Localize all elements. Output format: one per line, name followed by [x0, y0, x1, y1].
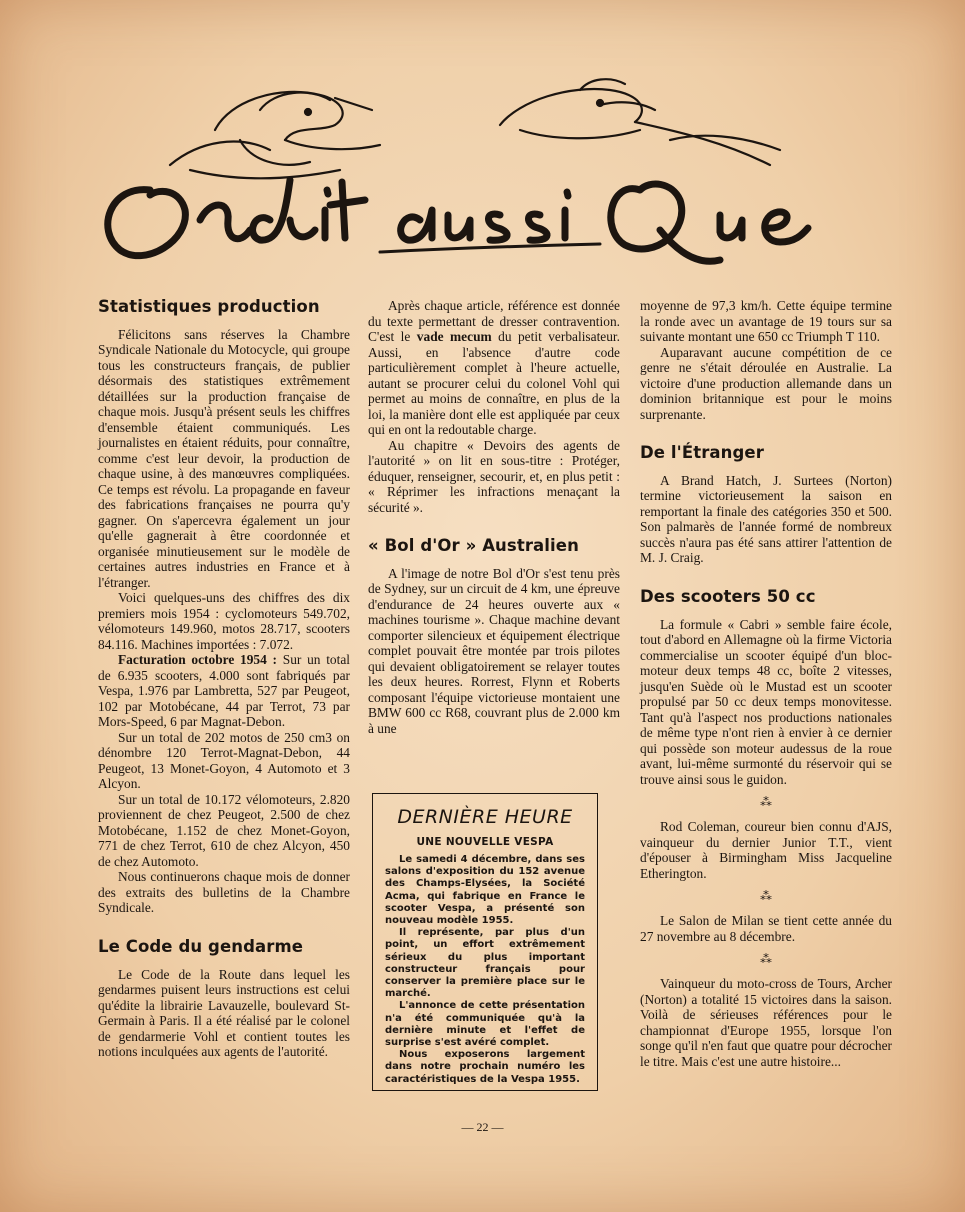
heading-bol-dor-australien: « Bol d'Or » Australien: [368, 536, 579, 555]
section-separator-stars: ⁂: [760, 795, 772, 810]
paragraph: Le Code de la Route dans lequel les gendarmes puisent leurs instructions est celui qu'édite la librairie Lavauzelle, boulevard St-Germain à Paris. Il a été réalisé par le colonel de gendarmerie Vohl et contient toutes les notions inculquées aux agents de l'autorité.: [98, 966, 350, 1060]
title-underline: [380, 244, 600, 252]
bold-term: vade mecum: [416, 329, 492, 344]
paragraph: [98, 652, 350, 730]
section-separator-stars: ⁂: [760, 889, 772, 904]
paragraph: Vainqueur du moto-cross de Tours, Archer (Norton) a totalité 15 victoires dans la saison. Voilà de sérieuses références pour le championnat d'Europe 1955, lorsque l'on songe qu'il n'en faut que quatre pour décrocher le titre. Mais c'est une autre histoire...: [640, 976, 892, 1069]
heading-des-scooters-50cc: Des scooters 50 cc: [640, 586, 816, 606]
paragraph: Félicitons sans réserves la Chambre Syndicale Nationale du Motocycle, qui groupe tous les constructeurs français, de publier désormais des statistiques extrêmement détaillées sur la production française de chaque mois. Jusqu'à présent seuls les chiffres d'ensemble étaient communiqués. Les journalistes en étaient réduits, pour connaître, comme c'est leur devoir, la production de chaque usine, à des manœuvres compliquées. Ce temps est révolu. La propagande en faveur des fabrications françaises ne pourra qu'y gagner. On s'apercevra également un jour qu'elle gagnerait à être coordonnée et organisée minutieusement sur le modèle de certaines autres industries en France et à l'étranger.: [98, 326, 350, 590]
paragraph: Rod Coleman, coureur bien connu d'AJS, vainqueur du dernier Junior T.T., vient d'épouser à Birmingham Miss Jacqueline Etherington.: [640, 819, 892, 881]
paragraph: Le Salon de Milan se tient cette année du 27 novembre au 8 décembre.: [640, 913, 892, 944]
paragraph: moyenne de 97,3 km/h. Cette équipe termine la ronde avec un avantage de 19 tours sur sa suivante montant une 650 cc Triumph T 110.: [640, 298, 892, 344]
heading-code-du-gendarme: Le Code du gendarme: [98, 936, 304, 956]
box-paragraph: L'annonce de cette présentation n'a été communiquée qu'à la dernière minute et l'effet de surprise s'est avéré complet.: [385, 1000, 585, 1049]
page-number: — 22 —: [461, 1120, 504, 1134]
box-paragraph: Il représente, par plus d'un point, un effort extrêmement sérieux du plus important constructeur français pour conserver la première place sur le marché.: [385, 927, 585, 1000]
heading-de-letranger: De l'Étranger: [640, 443, 764, 462]
box-title: DERNIÈRE HEURE: [397, 806, 573, 828]
paragraph: La formule « Cabri » semble faire école, tout d'abord en Allemagne où la firme Victoria commercialise un scooter équipé d'un bloc-moteur deux temps 48 cc, boîte 2 vitesses, jusqu'en Suède où le Mustad est un scooter propulsé par 50 cc deux temps monovitesse. Tant qu'à l'aspect nos productions nationales de même type n'ont rien à envier à ce dernier qui possède son moteur audessus de la roue avant, lui-même surmonté du réservoir qui se trouve ainsi sous le guidon.: [640, 616, 892, 787]
bold-lead: Facturation octobre 1954 :: [118, 652, 278, 668]
paragraph: Auparavant aucune compétition de ce genre ne s'était déroulée en Australie. La victoire d'une production allemande dans un dominion britannique est pour le moins surprenante.: [640, 344, 892, 422]
column-left: [98, 298, 350, 1060]
box-paragraph: Le samedi 4 décembre, dans ses salons d'exposition du 152 avenue des Champs-Elysées, la Société Acma, qui fabrique en France le scooter Vespa, a présenté son nouveau modèle 1955.: [385, 854, 585, 927]
left-cartoon-figure: [170, 92, 380, 178]
box-paragraph: Nous exposerons largement dans notre prochain numéro les caractéristiques de la Vespa 1955.: [385, 1049, 585, 1085]
column-right: [640, 298, 892, 1069]
section-separator-stars: ⁂: [760, 952, 772, 967]
paragraph-text: Après chaque article, référence est donnée du texte permettant de dresser contravention. C'est le: [368, 298, 620, 344]
paragraph: Au chapitre « Devoirs des agents de l'autorité » on lit en sous-titre : Protéger, éduquer, renseigner, secourir, et, en plus petit : « Réprimer les infractions menaçant la sécurité ».: [368, 437, 620, 515]
derniere-heure-box: [372, 793, 598, 1091]
paragraph-text: Sur un total de 6.935 scooters, 4.000 sont fabriqués par Vespa, 1.976 par Lambretta, 527 par Peugeot, 102 par Motobécane, 44 par Terrot, 73 par Mors-Speed, 6 par Magnat-Debon.: [98, 652, 350, 730]
column-middle: [368, 298, 620, 736]
paragraph: Sur un total de 202 motos de 250 cm3 on dénombre 120 Terrot-Magnat-Debon, 44 Peugeot, 13 Monet-Goyon, 4 Automoto et 3 Alcyon.: [98, 729, 350, 792]
paragraph: A Brand Hatch, J. Surtees (Norton) termine victorieusement la saison en remportant la finale des catégories 350 et 500. Son palmarès de l'année formé de nombreux succès n'aura pas été sans attirer l'attention de M. J. Craig.: [640, 472, 892, 566]
paragraph: [368, 298, 620, 438]
paragraph: Nous continuerons chaque mois de donner des extraits des bulletins de la Chambre Syndicale.: [98, 869, 350, 916]
paragraph: Voici quelques-uns des chiffres des dix premiers mois 1954 : cyclomoteurs 549.702, vélomoteurs 149.960, motos 28.717, scooters 84.116. Machines importées : 7.072.: [98, 590, 350, 652]
paragraph: A l'image de notre Bol d'Or s'est tenu près de Sydney, sur un circuit de 4 km, une épreuve d'endurance de 24 heures ouverte aux « machines tourisme ». Chaque machine devant comporter silencieux et équipement électrique complet pouvait être montée par trois pilotes qui devaient obligatoirement se relayer toutes les deux heures. Rorrest, Flynn et Roberts composant l'équipe victorieuse montaient une BMW 600 cc R68, couvrant plus de 2.000 km à une: [368, 565, 620, 736]
right-cartoon-figure: [500, 79, 780, 165]
header-illustration: [80, 70, 900, 285]
heading-statistiques-production: Statistiques production: [98, 297, 320, 316]
box-subtitle: UNE NOUVELLE VESPA: [416, 836, 554, 848]
paragraph-text: du petit verbalisateur. Aussi, en l'absence d'autre code particulièrement complet à l'heure actuelle, autant se procurer celui du colonel Vohl qui permet au moins de connaître, en plus de la loi, la manière dont elle est appliquée par ceux qui en ont la redoutable charge.: [368, 329, 620, 437]
paragraph: Sur un total de 10.172 vélomoteurs, 2.820 proviennent de chez Peugeot, 2.500 de chez Motobécane, 1.152 de chez Monet-Goyon, 771 de chez Terrot, 610 de chez Alcyon, 450 de chez Automoto.: [98, 791, 350, 869]
